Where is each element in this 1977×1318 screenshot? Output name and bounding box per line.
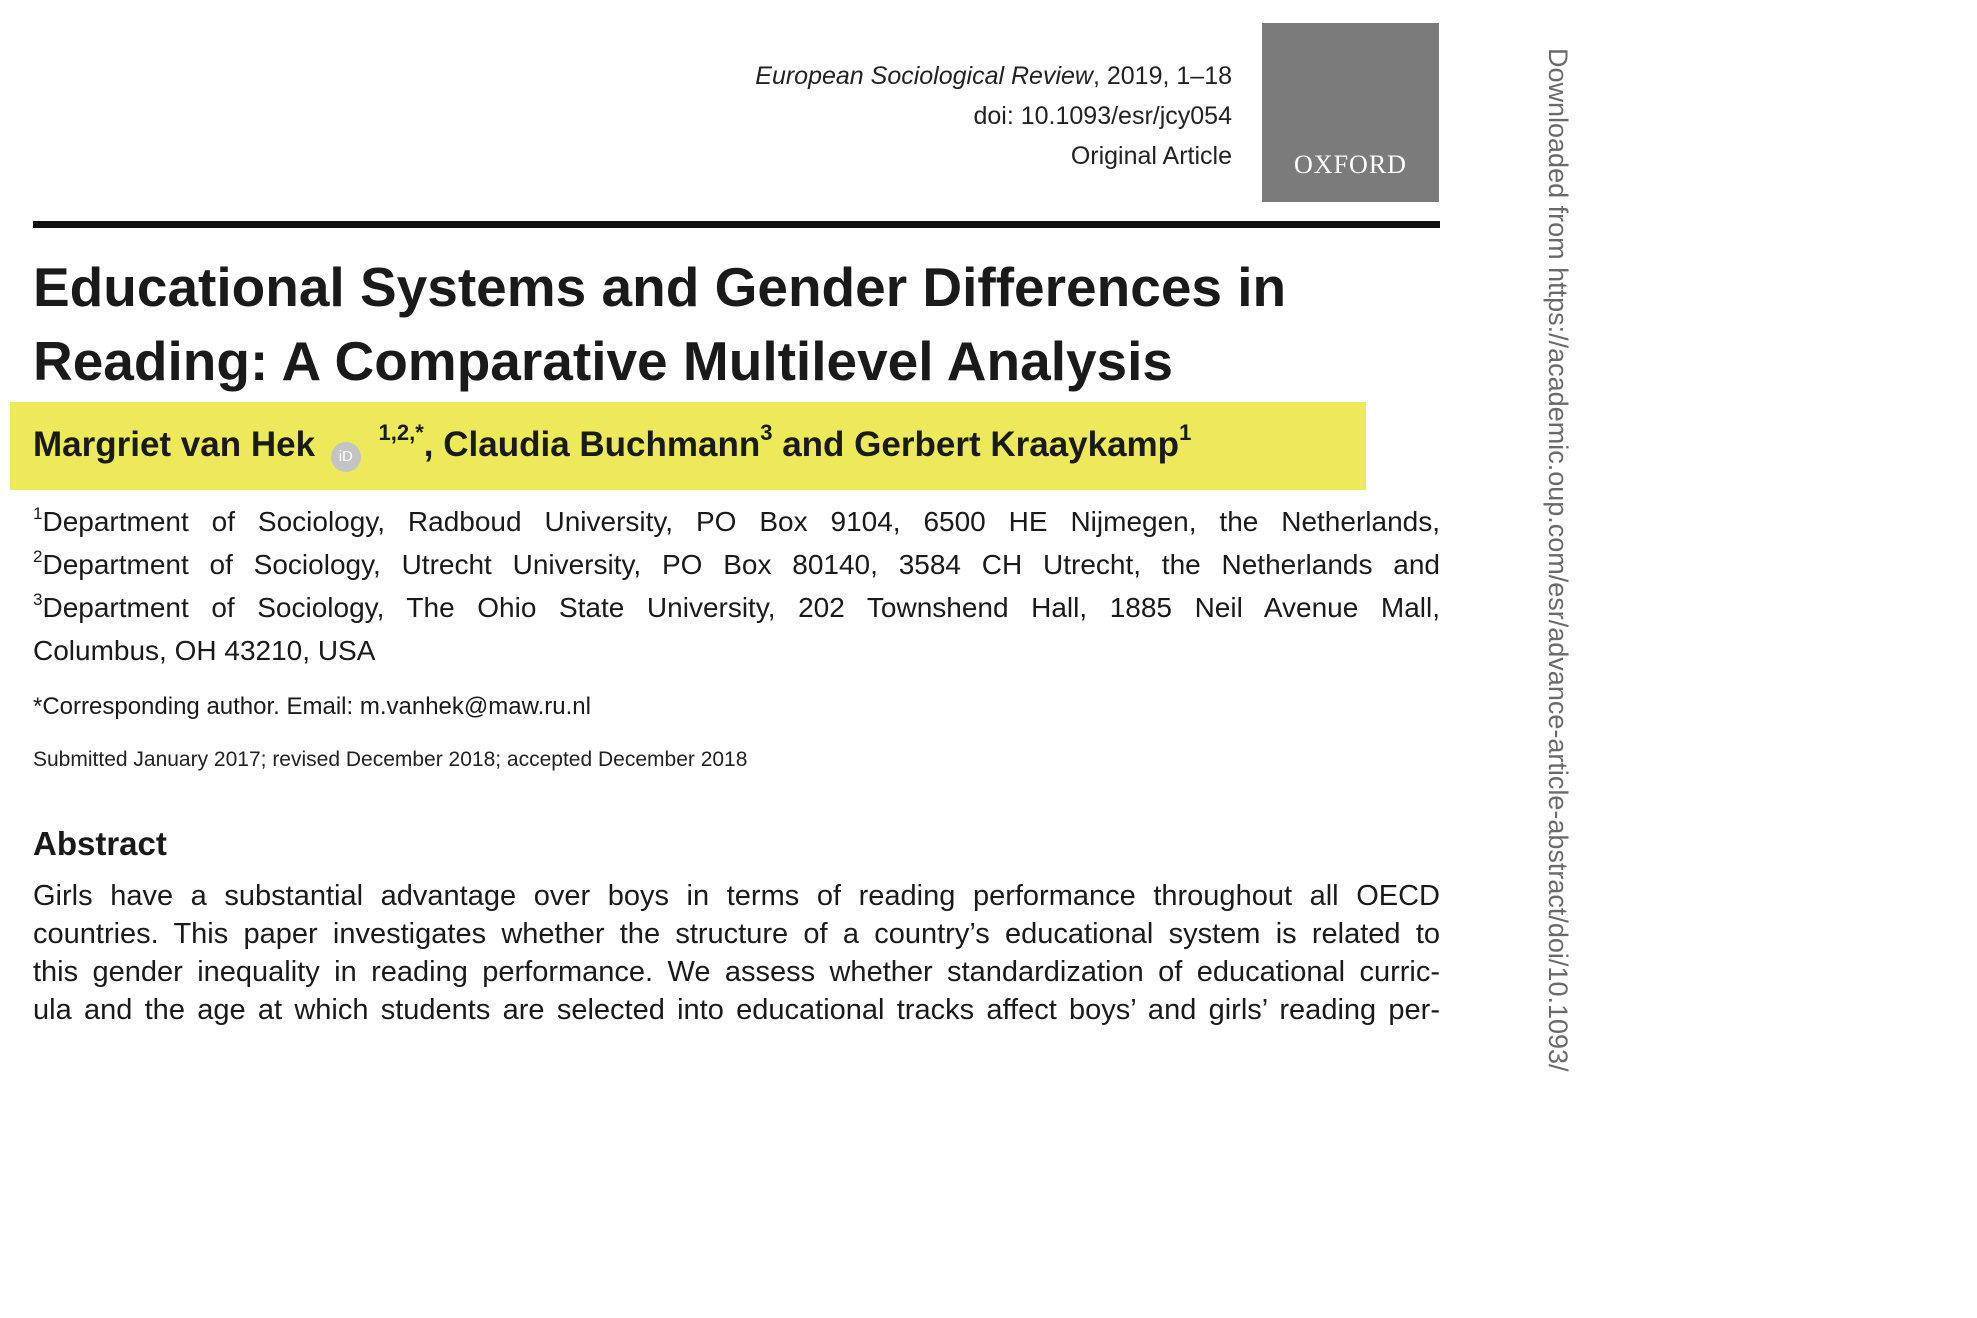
journal-info: [755, 56, 1232, 176]
affiliation-line: [33, 586, 1440, 629]
abstract-heading: Abstract: [33, 825, 167, 862]
affiliation-number: 2: [33, 547, 43, 566]
abstract-body: [33, 877, 1440, 1318]
affiliation-line: [33, 500, 1440, 543]
journal-volume-pages: , 2019, 1–18: [1092, 62, 1232, 90]
author-affiliation-marks: 3: [760, 420, 773, 445]
abstract-line: Girls have a substantial advantage over boys in terms of reading performance throughout all OECD: [33, 880, 1440, 912]
author-separator: ,: [423, 425, 444, 464]
journal-citation: [755, 56, 1232, 96]
abstract-line: countries. This paper investigates whether the structure of a country’s educational system is related to: [33, 918, 1440, 950]
download-watermark: Downloaded from https://academic.oup.com/esr/advance-article-abstract/doi/10.1093/: [1543, 48, 1573, 1072]
header-rule: [33, 221, 1440, 228]
affiliation-number: 3: [33, 590, 43, 609]
author-separator: and: [772, 425, 855, 464]
corresponding-author: *Corresponding author. Email: m.vanhek@maw.ru.nl: [33, 693, 591, 720]
orcid-icon[interactable]: iD: [331, 442, 361, 472]
author-affiliation-marks: 1,2,*: [378, 420, 424, 445]
affiliation-number: 1: [33, 504, 43, 523]
author-name[interactable]: Gerbert Kraaykamp: [854, 425, 1180, 464]
article-type: Original Article: [1070, 142, 1232, 170]
affiliation-line: [33, 629, 1440, 672]
author-name[interactable]: Claudia Buchmann: [443, 425, 761, 464]
publisher-logo: [1262, 23, 1439, 202]
author-list: [33, 420, 1191, 472]
author-affiliation-marks: 1: [1179, 420, 1192, 445]
article-title: [33, 250, 1453, 398]
title-line-1: Educational Systems and Gender Differences in: [33, 256, 1287, 318]
affiliations: [33, 500, 1440, 672]
abstract-line: ula and the age at which students are selected into educational tracks affect boys’ and girls’ reading per-: [33, 994, 1440, 1026]
affiliation-text: Department of Sociology, Utrecht University, PO Box 80140, 3584 CH Utrecht, the Netherlands and: [42, 549, 1440, 580]
author-name[interactable]: Margriet van Hek: [33, 425, 316, 464]
doi[interactable]: doi: 10.1093/esr/jcy054: [973, 102, 1232, 130]
journal-name: European Sociological Review: [755, 62, 1093, 90]
publisher-logo-text: OXFORD: [1294, 150, 1407, 179]
affiliation-text: Department of Sociology, Radboud University, PO Box 9104, 6500 HE Nijmegen, the Netherlands,: [42, 506, 1440, 537]
affiliation-line: [33, 543, 1440, 586]
submission-dates: Submitted January 2017; revised December 2018; accepted December 2018: [33, 748, 748, 771]
title-line-2: Reading: A Comparative Multilevel Analysis: [33, 330, 1174, 392]
abstract-line: this gender inequality in reading performance. We assess whether standardization of educational curric-: [33, 956, 1440, 988]
affiliation-text: Department of Sociology, The Ohio State University, 202 Townshend Hall, 1885 Neil Avenue Mall,: [42, 592, 1440, 623]
affiliation-text: Columbus, OH 43210, USA: [33, 635, 376, 666]
